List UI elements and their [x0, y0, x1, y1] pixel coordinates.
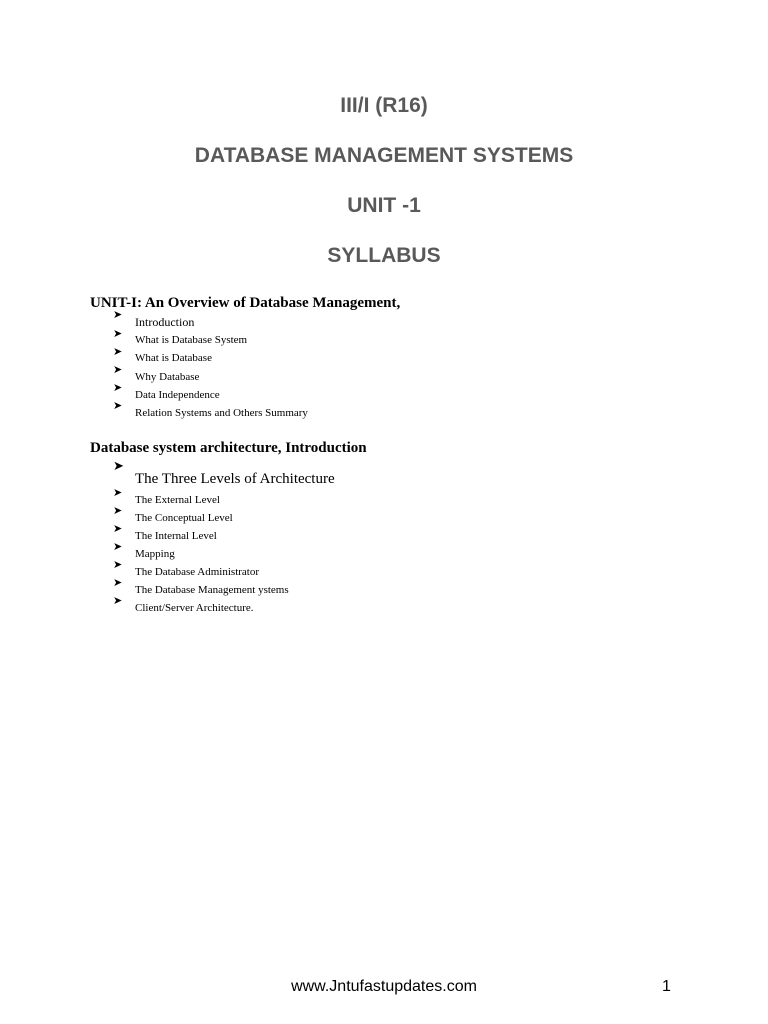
list-item-label: What is Database System — [135, 334, 248, 346]
arrow-bullet-icon: ➤ — [113, 486, 123, 499]
semester-heading: III/I (R16) — [340, 94, 428, 117]
subject-heading: DATABASE MANAGEMENT SYSTEMS — [194, 144, 574, 167]
footer-website: www.Jntufastupdates.com — [291, 978, 477, 995]
page-number: 1 — [662, 978, 671, 995]
arrow-bullet-icon: ➤ — [113, 540, 123, 553]
list-item-label: Relation Systems and Others Summary — [135, 407, 308, 419]
arrow-bullet-icon: ➤ — [113, 345, 123, 358]
arrow-bullet-icon: ➤ — [113, 308, 123, 321]
list-item-label: What is Database — [135, 352, 212, 364]
list-item-label: The Database Administrator — [135, 566, 260, 578]
list-item-label: Introduction — [135, 315, 195, 329]
list-item-label: Mapping — [135, 548, 175, 560]
list-item-label: Why Database — [135, 371, 200, 383]
arrow-bullet-icon: ➤ — [113, 381, 123, 394]
section1-title: UNIT-I: An Overview of Database Management, — [90, 295, 401, 311]
arrow-bullet-icon: ➤ — [113, 594, 123, 607]
list-item-label: The Internal Level — [135, 530, 217, 542]
list-item-label: The Conceptual Level — [135, 512, 233, 524]
arrow-bullet-icon: ➤ — [113, 558, 123, 571]
list-item-label: The Three Levels of Architecture — [135, 471, 335, 487]
syllabus-heading: SYLLABUS — [327, 244, 441, 267]
section2-title: Database system architecture, Introduction — [90, 440, 367, 456]
list-item-label: The External Level — [135, 494, 220, 506]
arrow-bullet-icon: ➤ — [113, 504, 123, 517]
list-item-label: The Database Management ystems — [135, 584, 289, 596]
arrow-bullet-icon: ➤ — [113, 399, 123, 412]
arrow-bullet-icon: ➤ — [113, 363, 123, 376]
unit-heading: UNIT -1 — [347, 194, 421, 217]
arrow-bullet-icon: ➤ — [113, 459, 124, 474]
arrow-bullet-icon: ➤ — [113, 522, 123, 535]
list-item-label: Data Independence — [135, 389, 220, 401]
list-item-label: Client/Server Architecture. — [135, 602, 254, 614]
arrow-bullet-icon: ➤ — [113, 327, 123, 340]
arrow-bullet-icon: ➤ — [113, 576, 123, 589]
